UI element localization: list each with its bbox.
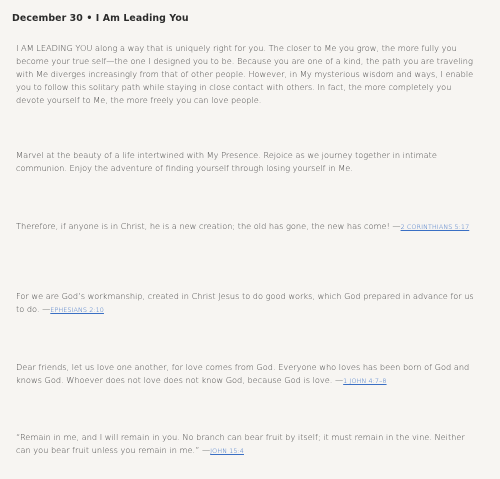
devotional-paragraph: I AM LEADING YOU along a way that is uniquely right for you. The closer to Me you grow, the more fully you become your true self—the one I designed you to be. Because you are one of a kind, the path you are traveling with Me diverges increasingly from that of other people. However, in My mysterious wisdom and ways, I enable you to follow this solitary path while staying in close contact with others. In fact, the more completely you devote yourself to Me, the more freely you can love people. (16, 43, 474, 105)
scripture-verse (16, 290, 482, 317)
scripture-text: Dear friends, let us love one another, for love comes from God. Everyone who loves has been born of God and knows God. Whoever does not love does not know God, because God is love. — (16, 362, 470, 385)
scripture-reference-link[interactable]: 2 CORINTHIANS 5:17 (400, 223, 470, 231)
scripture-verse (16, 431, 482, 458)
scripture-text: For we are God’s workmanship, created in Christ Jesus to do good works, which God prepared in advance for us to do. — (16, 291, 474, 314)
scripture-reference-link[interactable]: 1 JOHN 4:7–8 (343, 376, 387, 385)
scripture-text: “Remain in me, and I will remain in you. No branch can bear fruit by itself; it must remain in the vine. Neither can you bear fruit unless you remain in me.” — (16, 432, 465, 455)
scripture-reference-link[interactable]: JOHN 15:4 (210, 446, 244, 455)
heading-separator: • (86, 13, 93, 24)
devotional-paragraph: Marvel at the beauty of a life intertwined with My Presence. Rejoice as we journey together in intimate communion. Enjoy the adventure of finding yourself through losing yourself in Me. (16, 150, 437, 173)
devotional-title: I Am Leading You (95, 13, 189, 24)
devotional-date: December 30 (12, 13, 83, 24)
scripture-text: Therefore, if anyone is in Christ, he is a new creation; the old has gone, the new has come! — (16, 221, 401, 231)
scripture-verse (16, 220, 482, 234)
devotional-heading (12, 13, 189, 24)
scripture-reference-link[interactable]: EPHESIANS 2:10 (50, 305, 104, 314)
scripture-verse (16, 361, 482, 388)
